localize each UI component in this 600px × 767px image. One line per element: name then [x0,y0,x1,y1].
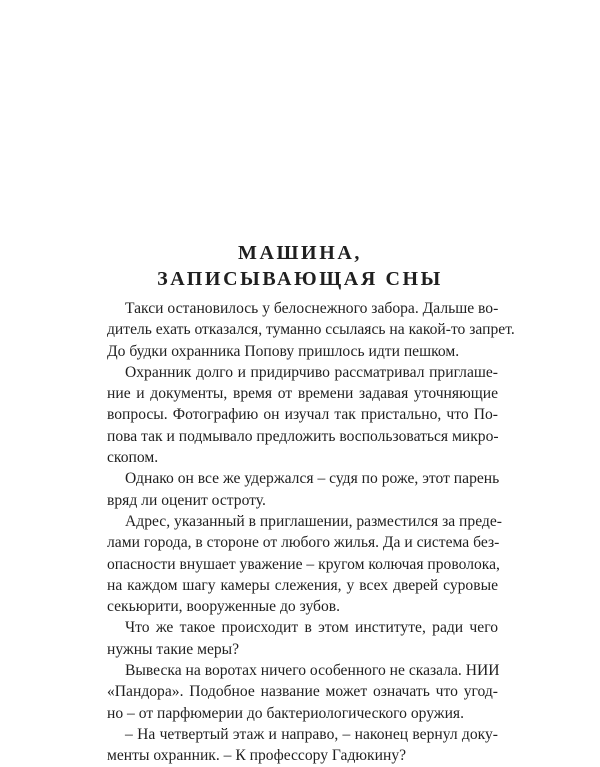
text-line: Охранник долго и придирчиво рассматривал приглаше- [125,363,498,381]
text-line: Адрес, указанный в приглашении, разместился за преде- [125,512,502,530]
paragraph [107,298,515,362]
paragraph [107,617,498,660]
chapter-title-line-2: ЗАПИСЫВАЮЩАЯ СНЫ [157,268,443,290]
text-line: «Пандора». Подобное название может означать что угод- [107,683,498,701]
text-line: менты охранник. – К профессору Гадюкину? [107,747,407,765]
text-line: нужны такие меры? [107,640,240,658]
text-line: Вывеска на воротах ничего особенного не сказала. НИИ [125,662,500,680]
chapter-title-line-1: МАШИНА, [237,242,363,264]
text-line: секьюрити, вооруженные до зубов. [107,598,341,616]
text-line: Что же такое происходит в этом институте, ради чего [125,619,498,637]
chapter-text [107,298,515,767]
paragraph [107,724,498,767]
paragraph [107,468,498,511]
paragraph [107,660,498,724]
text-line: на каждом шагу камеры слежения, у всех дверей суровые [107,576,498,594]
paragraph [107,511,502,617]
text-line: вопросы. Фотографию он изучал так пристально, что По- [107,406,498,424]
paragraph [107,362,498,468]
text-line: дитель ехать отказался, туманно ссылаясь на какой-то запрет. [107,321,515,339]
text-line: но – от парфюмерии до бактериологического оружия. [107,704,464,722]
chapter-title [100,240,500,292]
text-line: Однако он все же удержался – судя по роже, этот парень [125,470,500,488]
text-line: вряд ли оценит остроту. [107,491,266,509]
text-line: опасности внушает уважение – кругом колючая проволока, [107,555,500,573]
text-line: Такси остановилось у белоснежного забора. Дальше во- [125,300,499,317]
text-line: До будки охранника Попову пришлось идти пешком. [107,342,460,360]
text-line: ние и документы, время от времени задавая уточняющие [107,385,498,403]
text-line: лами города, в стороне от любого жилья. Да и система без- [107,534,500,552]
text-line: пова так и подмывало предложить воспользоваться микро- [107,427,499,445]
text-line: – На четвертый этаж и направо, – наконец вернул доку- [125,725,498,743]
text-line: скопом. [107,449,159,467]
